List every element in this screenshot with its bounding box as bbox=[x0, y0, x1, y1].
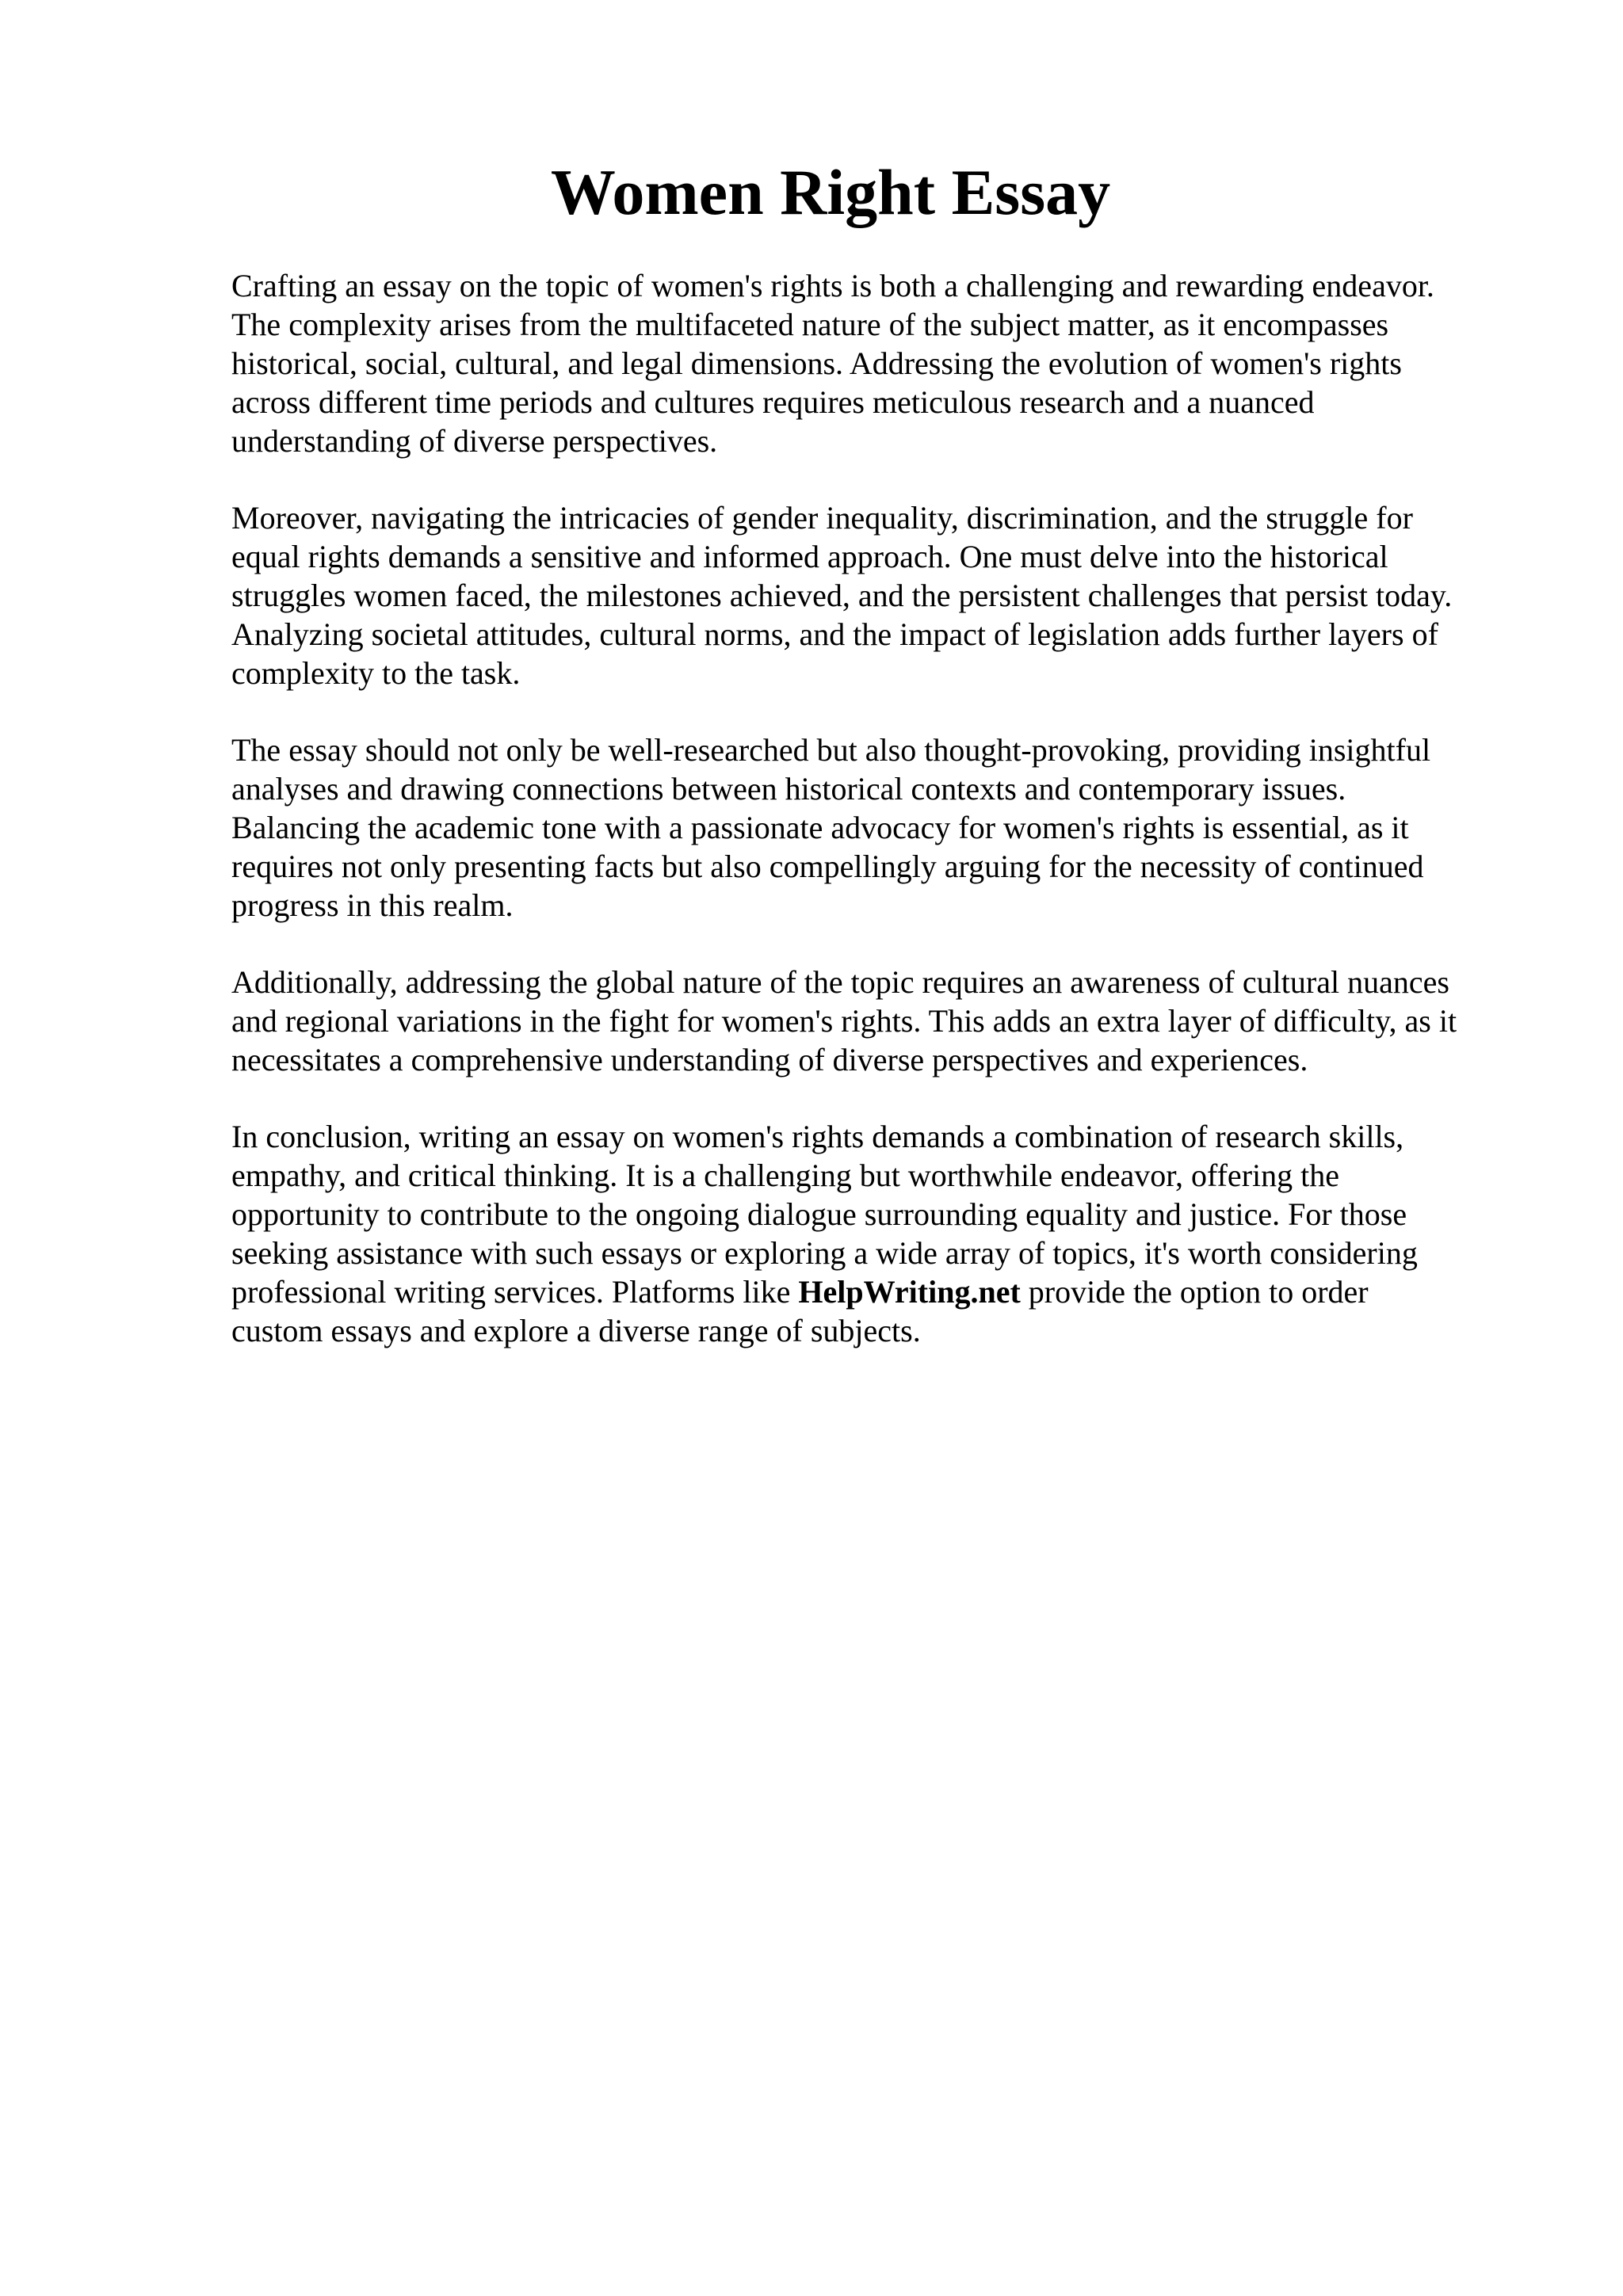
text-segment: professional writing services. Platforms like bbox=[231, 1274, 799, 1310]
paragraph-3 bbox=[231, 730, 1515, 925]
text-line: historical, social, cultural, and legal dimensions. Addressing the evolution of women's rights bbox=[231, 345, 1402, 381]
text-line: struggles women faced, the milestones achieved, and the persistent challenges that persist today. bbox=[231, 578, 1453, 613]
text-line: Analyzing societal attitudes, cultural norms, and the impact of legislation adds further layers of bbox=[231, 616, 1438, 652]
essay-body bbox=[231, 266, 1515, 1388]
text-line: necessitates a comprehensive understanding of diverse perspectives and experiences. bbox=[231, 1042, 1308, 1077]
text-line: The complexity arises from the multifaceted nature of the subject matter, as it encompasses bbox=[231, 307, 1389, 342]
paragraph-1 bbox=[231, 266, 1515, 460]
paragraph-4 bbox=[231, 963, 1515, 1079]
text-line: Additionally, addressing the global nature of the topic requires an awareness of cultural nuances bbox=[231, 964, 1449, 1000]
text-line: opportunity to contribute to the ongoing dialogue surrounding equality and justice. For those bbox=[231, 1196, 1407, 1232]
text-line: empathy, and critical thinking. It is a challenging but worthwhile endeavor, offering the bbox=[231, 1158, 1339, 1193]
paragraph-5 bbox=[231, 1117, 1515, 1350]
text-line: custom essays and explore a diverse range of subjects. bbox=[231, 1313, 921, 1348]
text-line: Balancing the academic tone with a passionate advocacy for women's rights is essential, as it bbox=[231, 810, 1409, 845]
text-line: and regional variations in the fight for women's rights. This adds an extra layer of difficulty, as it bbox=[231, 1003, 1457, 1039]
paragraph-2 bbox=[231, 498, 1515, 692]
brand-name: HelpWriting.net bbox=[798, 1274, 1021, 1310]
text-line-with-brand bbox=[231, 1272, 1515, 1311]
text-line: The essay should not only be well-researched but also thought-provoking, providing insightful bbox=[231, 732, 1431, 768]
text-segment: provide the option to order bbox=[1020, 1274, 1369, 1310]
text-line: across different time periods and cultures requires meticulous research and a nuanced bbox=[231, 384, 1315, 420]
text-line: progress in this realm. bbox=[231, 887, 514, 923]
text-line: Moreover, navigating the intricacies of gender inequality, discrimination, and the struggle for bbox=[231, 500, 1413, 536]
text-line: complexity to the task. bbox=[231, 655, 521, 691]
text-line: requires not only presenting facts but also compellingly arguing for the necessity of continued bbox=[231, 849, 1424, 884]
text-line: analyses and drawing connections between historical contexts and contemporary issues. bbox=[231, 771, 1346, 807]
text-line: In conclusion, writing an essay on women's rights demands a combination of research skills, bbox=[231, 1119, 1404, 1154]
text-line: equal rights demands a sensitive and informed approach. One must delve into the historical bbox=[231, 539, 1388, 574]
text-line: seeking assistance with such essays or exploring a wide array of topics, it's worth considering bbox=[231, 1235, 1418, 1271]
page-title: Women Right Essay bbox=[550, 156, 1111, 228]
text-line: Crafting an essay on the topic of women's rights is both a challenging and rewarding endeavor. bbox=[231, 268, 1434, 303]
text-line: understanding of diverse perspectives. bbox=[231, 423, 718, 459]
